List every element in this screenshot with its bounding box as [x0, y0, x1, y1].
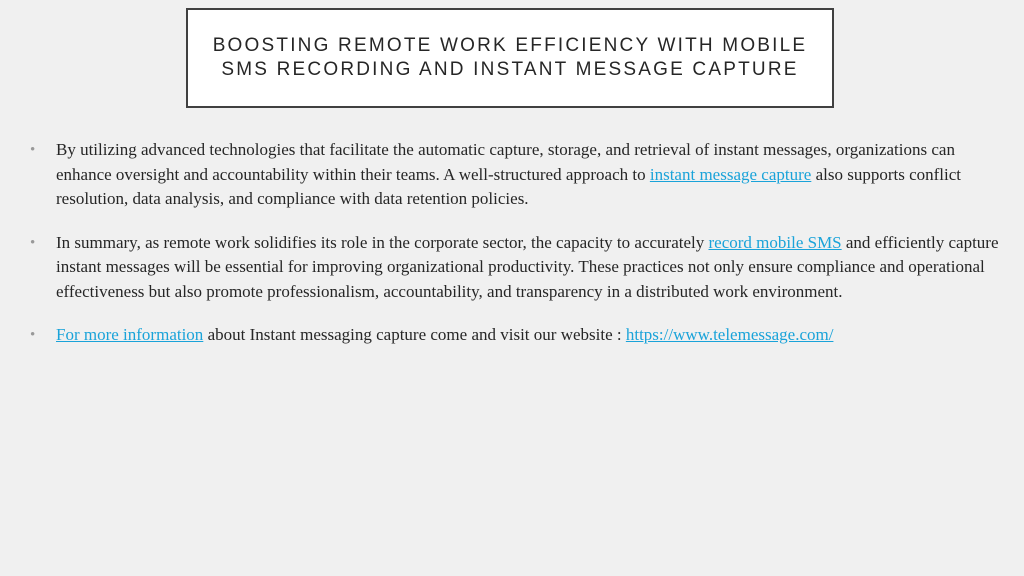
record-mobile-sms-link[interactable]: record mobile SMS	[708, 232, 842, 252]
instant-message-capture-link[interactable]: instant message capture	[649, 164, 812, 184]
bullet-item-3	[30, 323, 1000, 348]
more-information-link[interactable]: For more information	[56, 325, 204, 344]
website-url-link[interactable]: https://www.telemessage.com/	[625, 325, 834, 344]
title-box	[186, 8, 834, 108]
bullet-item-1	[30, 138, 1000, 212]
bullet-text: about Instant messaging capture come and visit our website :	[203, 325, 626, 344]
bullet-text: also supports conflict resolution, data analysis, and compliance with data retention policies.	[56, 164, 961, 208]
bullet-icon: •	[30, 234, 36, 251]
bullet-item-2	[30, 231, 1000, 305]
bullet-text: In summary, as remote work solidifies its role in the corporate sector, the capacity to accurately	[56, 232, 709, 252]
slide-title-line-2: SMS RECORDING AND INSTANT MESSAGE CAPTURE	[221, 59, 799, 80]
bullet-text: By utilizing advanced technologies that facilitate the automatic capture, storage, and retrieval of instant messages, organizations can enhance oversight and accountability within their teams. A well-structured approach to	[56, 140, 955, 184]
slide-title-line-1: BOOSTING REMOTE WORK EFFICIENCY WITH MOBILE	[212, 35, 808, 56]
bullet-text: and efficiently capture instant messages will be essential for improving organizational productivity. These practices not only ensure compliance and operational effectiveness but also promote professionalism, accountability, and transparency in a distributed work environment.	[56, 232, 999, 301]
bullet-icon: •	[30, 327, 36, 343]
bullet-icon: •	[30, 142, 36, 158]
bullet-list	[30, 138, 1000, 367]
